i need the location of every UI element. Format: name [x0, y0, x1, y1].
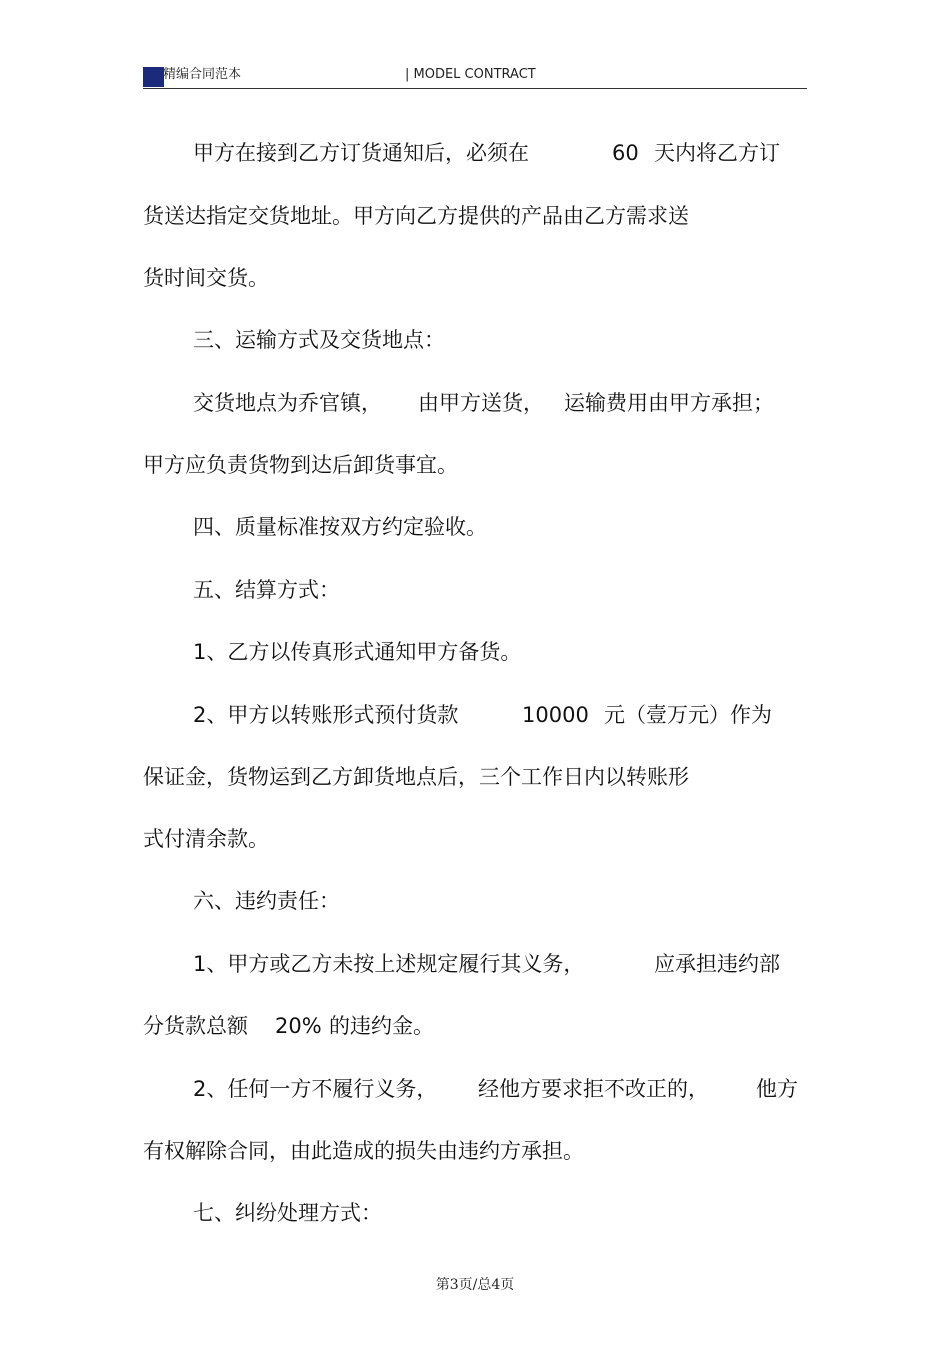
- body-line-17: 有权解除合同，由此造成的损失由违约方承担。: [143, 1139, 584, 1163]
- body-line-15-part-3: 的违约金。: [329, 1014, 434, 1038]
- section-heading-4: 四、质量标准按双方约定验收。: [193, 515, 487, 539]
- body-line-16-part-1: 2、任何一方不履行义务，: [193, 1077, 438, 1101]
- body-line-9: 1、乙方以传真形式通知甲方备货。: [193, 640, 522, 664]
- section-heading-3: 三、运输方式及交货地点：: [193, 328, 445, 352]
- body-line-1-part-3: 天内将乙方订: [654, 141, 780, 165]
- body-line-1-part-2: 60: [612, 141, 639, 165]
- body-line-15-part-2: 20%: [275, 1014, 322, 1038]
- header-subtitle: | MODEL CONTRACT: [405, 67, 536, 82]
- body-line-10-part-2: 10000: [522, 703, 589, 727]
- body-line-5-part-1: 交货地点为乔官镇，: [193, 391, 382, 415]
- body-line-10-part-1: 2、甲方以转账形式预付货款: [193, 703, 459, 727]
- section-heading-7: 七、纠纷处理方式：: [193, 1201, 382, 1225]
- body-line-16-part-3: 他方: [756, 1077, 798, 1101]
- body-line-15-part-1: 分货款总额: [143, 1014, 248, 1038]
- section-heading-6: 六、违约责任：: [193, 889, 340, 913]
- body-line-12: 式付清余款。: [143, 827, 269, 851]
- body-line-3: 货时间交货。: [143, 266, 269, 290]
- body-line-10-part-3: 元（壹万元）作为: [604, 703, 772, 727]
- body-line-14-part-2: 应承担违约部: [654, 952, 780, 976]
- page-footer: [0, 1276, 950, 1294]
- body-line-6: 甲方应负责货物到达后卸货事宜。: [143, 453, 458, 477]
- body-line-5-part-3: 运输费用由甲方承担；: [564, 391, 774, 415]
- body-line-1-part-1: 甲方在接到乙方订货通知后，必须在: [193, 141, 529, 165]
- page-number: 第3页/总4页: [435, 1277, 515, 1293]
- body-line-11: 保证金，货物运到乙方卸货地点后，三个工作日内以转账形: [143, 765, 689, 789]
- body-line-2: 货送达指定交货地址。甲方向乙方提供的产品由乙方需求送: [143, 204, 689, 228]
- section-heading-5: 五、结算方式：: [193, 578, 340, 602]
- body-line-14-part-1: 1、甲方或乙方未按上述规定履行其义务，: [193, 952, 585, 976]
- body-line-5-part-2: 由甲方送货，: [418, 391, 544, 415]
- header-title: 精编合同范本: [163, 67, 242, 82]
- body-line-16-part-2: 经他方要求拒不改正的，: [478, 1077, 709, 1101]
